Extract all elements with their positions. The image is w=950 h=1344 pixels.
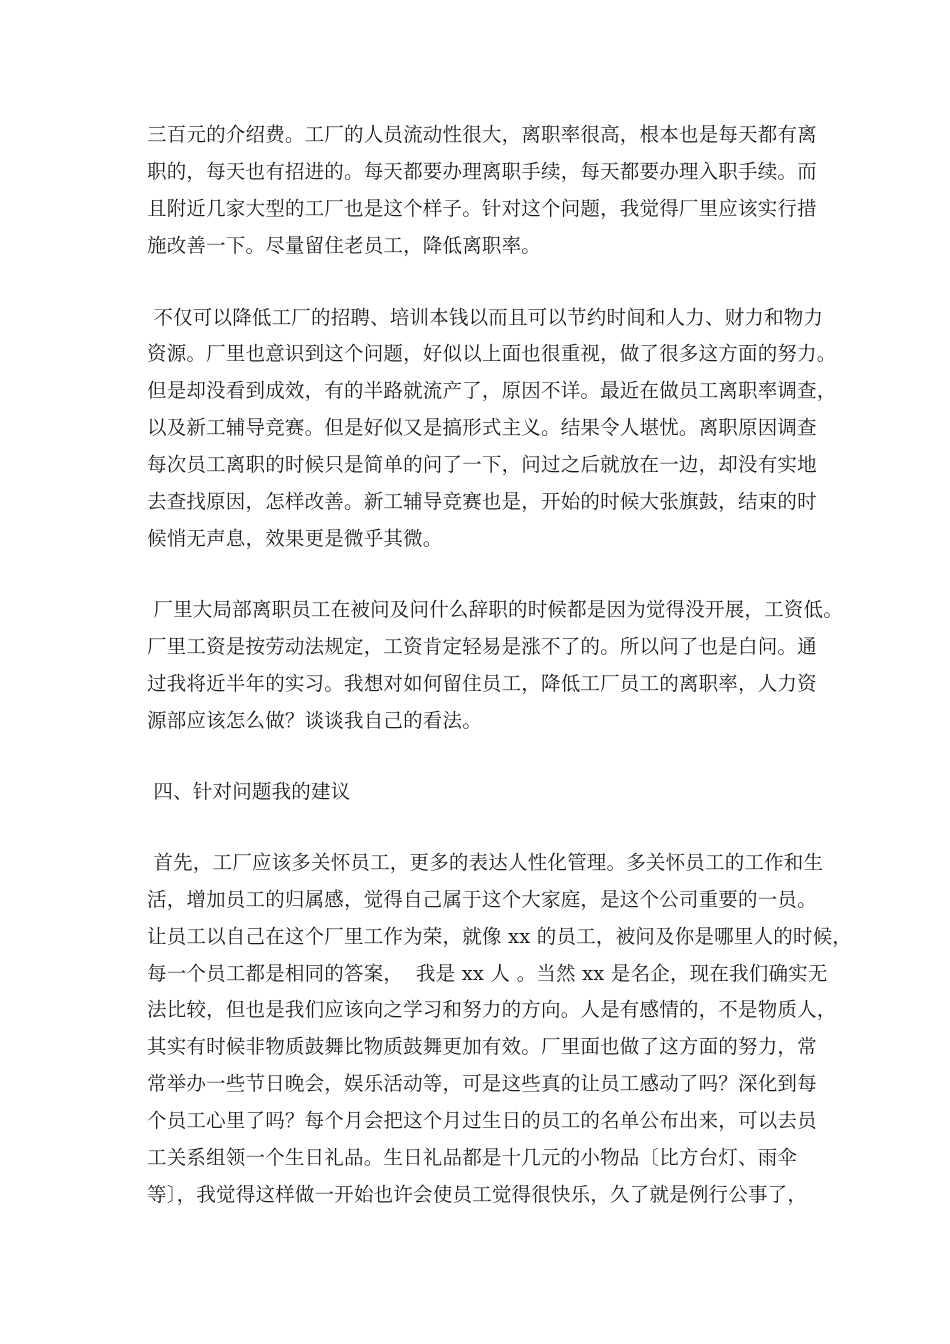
text-line: 但是却没看到成效，有的半路就流产了，原因不详。最近在做员工离职率调查， [147, 379, 837, 402]
section-heading: 四、针对问题我的建议 [147, 780, 351, 803]
text-line: 三百元的介绍费。工厂的人员流动性很大，离职率很高，根本也是每天都有离 [147, 123, 817, 146]
text-line: 常举办一些节日晚会，娱乐活动等，可是这些真的让员工感动了吗？深化到每 [147, 1072, 817, 1095]
text-line: 活，增加员工的归属感，觉得自己属于这个大家庭，是这个公司重要的一员。 [147, 888, 817, 911]
text-line: 厂里大局部离职员工在被问及问什么辞职的时候都是因为觉得没开展，工资低。 [147, 598, 843, 621]
text-line: 厂里工资是按劳动法规定，工资肯定轻易是涨不了的。所以问了也是白问。通 [147, 635, 817, 658]
text-line: 不仅可以降低工厂的招聘、培训本钱以而且可以节约时间和人力、财力和物力 [147, 306, 824, 329]
text-line: 首先，工厂应该多关怀员工，更多的表达人性化管理。多关怀员工的工作和生 [147, 851, 824, 874]
text-line: 个员工心里了吗？每个月会把这个月过生日的员工的名单公布出来，可以去员 [147, 1109, 817, 1132]
text-line: 候悄无声息，效果更是微乎其微。 [147, 527, 443, 550]
text-line: 施改善一下。尽量留住老员工，降低离职率。 [147, 234, 542, 257]
text-line: 法比较，但也是我们应该向之学习和努力的方向。人是有感情的，不是物质人， [147, 998, 837, 1021]
text-line: 源部应该怎么做？谈谈我自己的看法。 [147, 709, 482, 732]
text-line: 去查找原因，怎样改善。新工辅导竞赛也是，开始的时候大张旗鼓，结束的时 [147, 490, 817, 513]
text-line: 且附近几家大型的工厂也是这个样子。针对这个问题，我觉得厂里应该实行措 [147, 197, 817, 220]
text-line: 职的，每天也有招进的。每天都要办理离职手续，每天都要办理入职手续。而 [147, 160, 817, 183]
text-line: 资源。厂里也意识到这个问题，好似以上面也很重视，做了很多这方面的努力。 [147, 342, 837, 365]
text-line: 让员工以自己在这个厂里工作为荣，就像 xx 的员工，被问及你是哪里人的时候， [147, 925, 852, 948]
text-line: 过我将近半年的实习。我想对如何留住员工，降低工厂员工的离职率，人力资 [147, 672, 817, 695]
text-line: 工关系组领一个生日礼品。生日礼品都是十几元的小物品〔比方台灯、雨伞 [147, 1146, 798, 1169]
text-line: 以及新工辅导竞赛。但是好似又是搞形式主义。结果令人堪忧。离职原因调查 [147, 416, 817, 439]
text-line: 其实有时候非物质鼓舞比物质鼓舞更加有效。厂里面也做了这方面的努力，常 [147, 1035, 817, 1058]
text-line: 每一个员工都是相同的答案， 我是 xx 人 。当然 xx 是名企，现在我们确实无 [147, 962, 828, 985]
text-line: 每次员工离职的时候只是简单的问了一下，问过之后就放在一边，却没有实地 [147, 453, 817, 476]
text-line: 等〕，我觉得这样做一开始也许会使员工觉得很快乐，久了就是例行公事了， [147, 1183, 808, 1206]
